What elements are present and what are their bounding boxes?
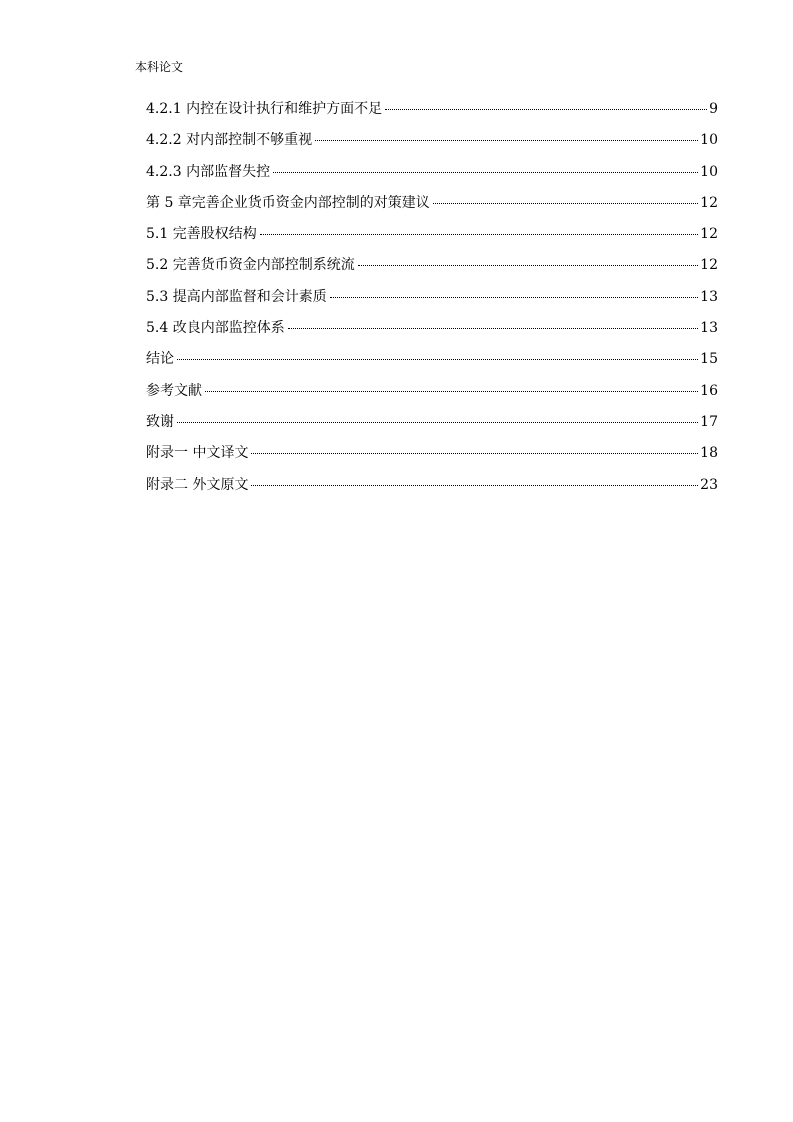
toc-dot-leader [433,203,698,204]
toc-entry[interactable] [146,380,718,411]
toc-dot-leader [251,453,698,454]
toc-entry-page: 18 [700,445,718,462]
toc-entry-page: 16 [700,382,718,399]
toc-entry-title: 结论 [146,351,174,368]
toc-dot-leader [315,140,698,141]
toc-entry[interactable] [146,192,718,223]
toc-entry[interactable] [146,286,718,317]
toc-entry[interactable] [146,223,718,254]
toc-dot-leader [177,359,698,360]
toc-entry-title: 5.2 完善货币资金内部控制系统流 [146,257,355,274]
toc-entry[interactable] [146,129,718,160]
toc-dot-leader [205,391,698,392]
toc-entry-title: 4.2.1 内控在设计执行和维护方面不足 [146,101,383,117]
toc-entry[interactable] [146,98,718,129]
toc-entry-page: 10 [700,163,718,180]
toc-entry-title: 参考文献 [146,382,202,399]
toc-entry-page: 13 [700,288,718,305]
running-header: 本科论文 [135,60,184,74]
toc-entry-page: 9 [709,101,718,117]
toc-dot-leader [177,422,698,423]
toc-dot-leader [251,485,698,486]
toc-entry-page: 12 [700,226,718,243]
toc-entry[interactable] [146,411,718,442]
toc-dot-leader [273,172,698,173]
toc-dot-leader [358,265,698,266]
toc-entry-title: 致谢 [146,413,174,430]
toc-entry-title: 4.2.2 对内部控制不够重视 [146,132,313,149]
toc-entry-page: 12 [700,257,718,274]
toc-entry-title: 附录二 外文原文 [146,476,249,493]
toc-entry[interactable] [146,348,718,379]
toc-entry-title: 第 5 章完善企业货币资金内部控制的对策建议 [146,194,430,211]
toc-entry-page: 13 [700,320,718,337]
toc-dot-leader [330,297,698,298]
toc-entry-page: 23 [700,476,718,493]
toc-dot-leader [260,234,698,235]
toc-entry-title: 附录一 中文译文 [146,445,249,462]
table-of-contents [146,98,718,505]
toc-dot-leader [385,109,707,110]
toc-entry-title: 5.4 改良内部监控体系 [146,320,285,337]
toc-entry-title: 5.1 完善股权结构 [146,226,257,243]
toc-entry-page: 10 [700,132,718,149]
toc-entry[interactable] [146,161,718,192]
toc-entry-page: 12 [700,194,718,211]
toc-entry[interactable] [146,474,718,505]
toc-entry[interactable] [146,317,718,348]
toc-entry-page: 17 [700,413,718,430]
toc-dot-leader [288,328,698,329]
toc-entry-title: 4.2.3 内部监督失控 [146,163,271,180]
toc-entry[interactable] [146,442,718,473]
toc-entry-title: 5.3 提高内部监督和会计素质 [146,288,327,305]
toc-entry[interactable] [146,254,718,285]
toc-entry-page: 15 [700,351,718,368]
